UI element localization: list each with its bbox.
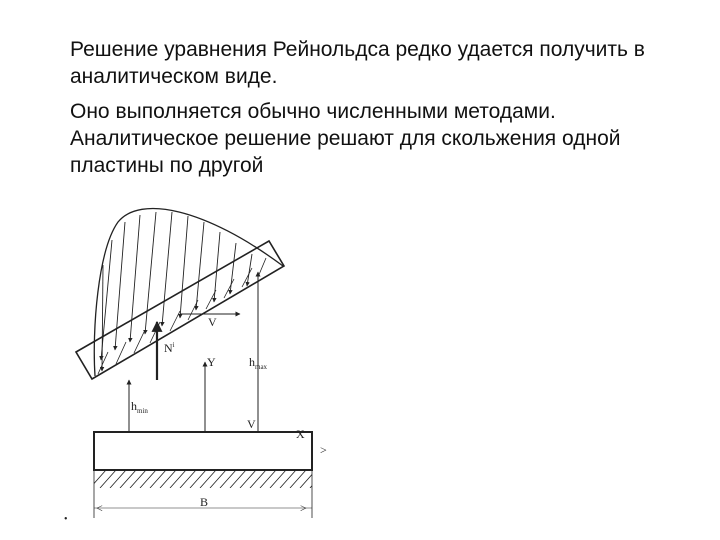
label-y-axis: Y (207, 355, 216, 369)
bullet-mark: • (64, 514, 68, 525)
label-x-axis: X (296, 427, 305, 441)
label-v-inclined: V (208, 315, 217, 329)
paragraph-2: Оно выполняется обычно численными методами. Аналитическое решение решают для скольжения одной пластины по другой (70, 100, 621, 177)
velocity-profile-curve (94, 209, 283, 376)
label-h-min: $h_{min}$ (131, 399, 148, 415)
paragraph-1: Решение уравнения Рейнольдса редко удается получить в аналитическом виде. (70, 38, 645, 88)
ground-hatch (90, 470, 326, 488)
base-motion-arrow: > (320, 443, 327, 457)
dimension-arrow-left: < (96, 501, 103, 515)
label-h-max: $h_{max}$ (249, 355, 268, 371)
dimension-arrow-right: > (300, 501, 307, 515)
base-plate (94, 432, 312, 470)
label-v-bottom: V (247, 417, 256, 431)
label-width-b: B (200, 495, 209, 509)
plate-hatch (98, 258, 266, 374)
label-force: $N^i$ (164, 341, 175, 355)
